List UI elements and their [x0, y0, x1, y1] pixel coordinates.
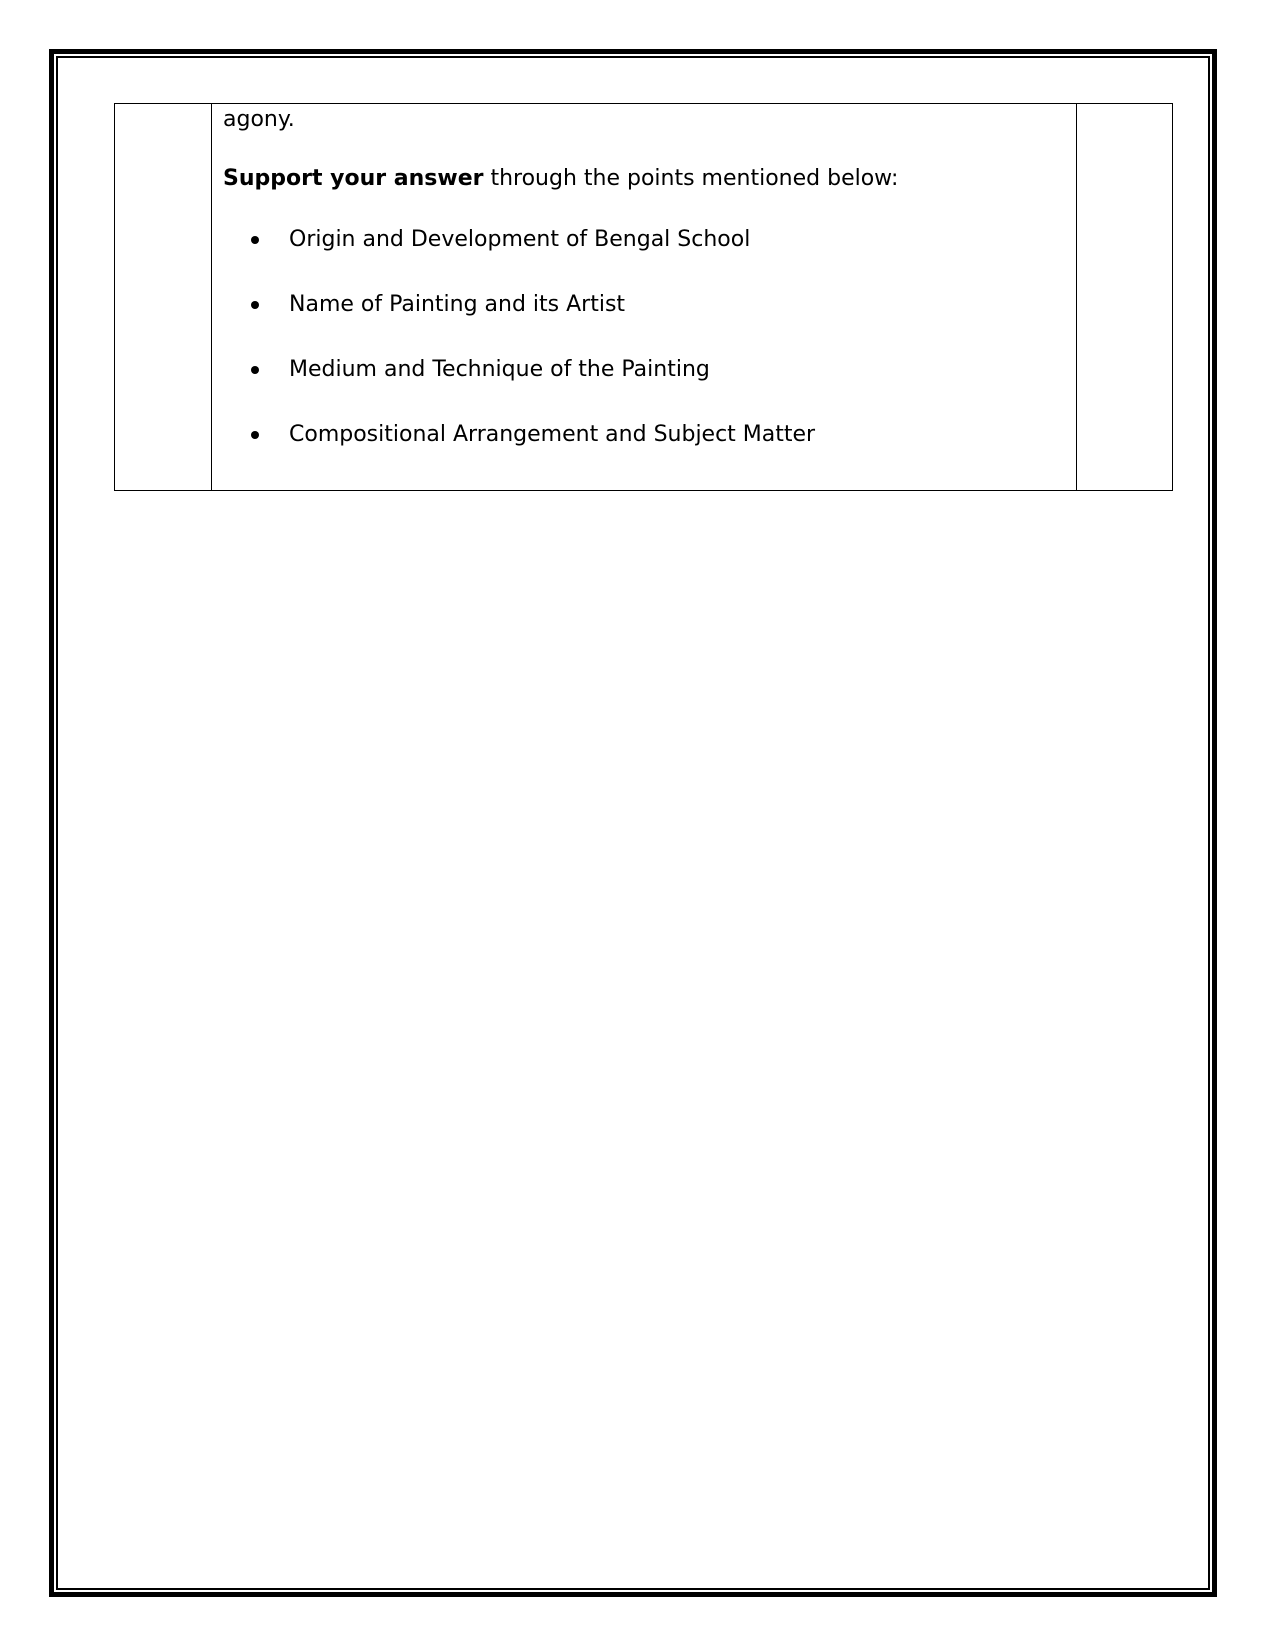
support-instruction	[223, 166, 1076, 192]
continued-text: agony.	[223, 107, 295, 132]
list-item	[223, 422, 1076, 448]
point-text: Name of Painting and its Artist	[289, 292, 626, 317]
bullet-icon	[251, 301, 259, 309]
list-item	[223, 227, 1076, 253]
list-item	[223, 292, 1076, 318]
support-rest-text: through the points mentioned below:	[483, 166, 899, 191]
points-list	[223, 227, 1076, 448]
marks-cell	[1077, 104, 1173, 491]
list-item	[223, 357, 1076, 383]
point-text: Compositional Arrangement and Subject Matter	[289, 422, 816, 447]
support-bold-text: Support your answer	[223, 166, 484, 191]
question-number-cell	[115, 104, 212, 491]
bullet-icon	[251, 236, 259, 244]
bullet-icon	[251, 431, 259, 439]
point-text: Origin and Development of Bengal School	[289, 227, 751, 252]
bullet-icon	[251, 366, 259, 374]
table-row	[115, 104, 1173, 491]
point-text: Medium and Technique of the Painting	[289, 357, 710, 382]
question-table	[114, 103, 1173, 491]
question-text-cell	[212, 104, 1077, 491]
